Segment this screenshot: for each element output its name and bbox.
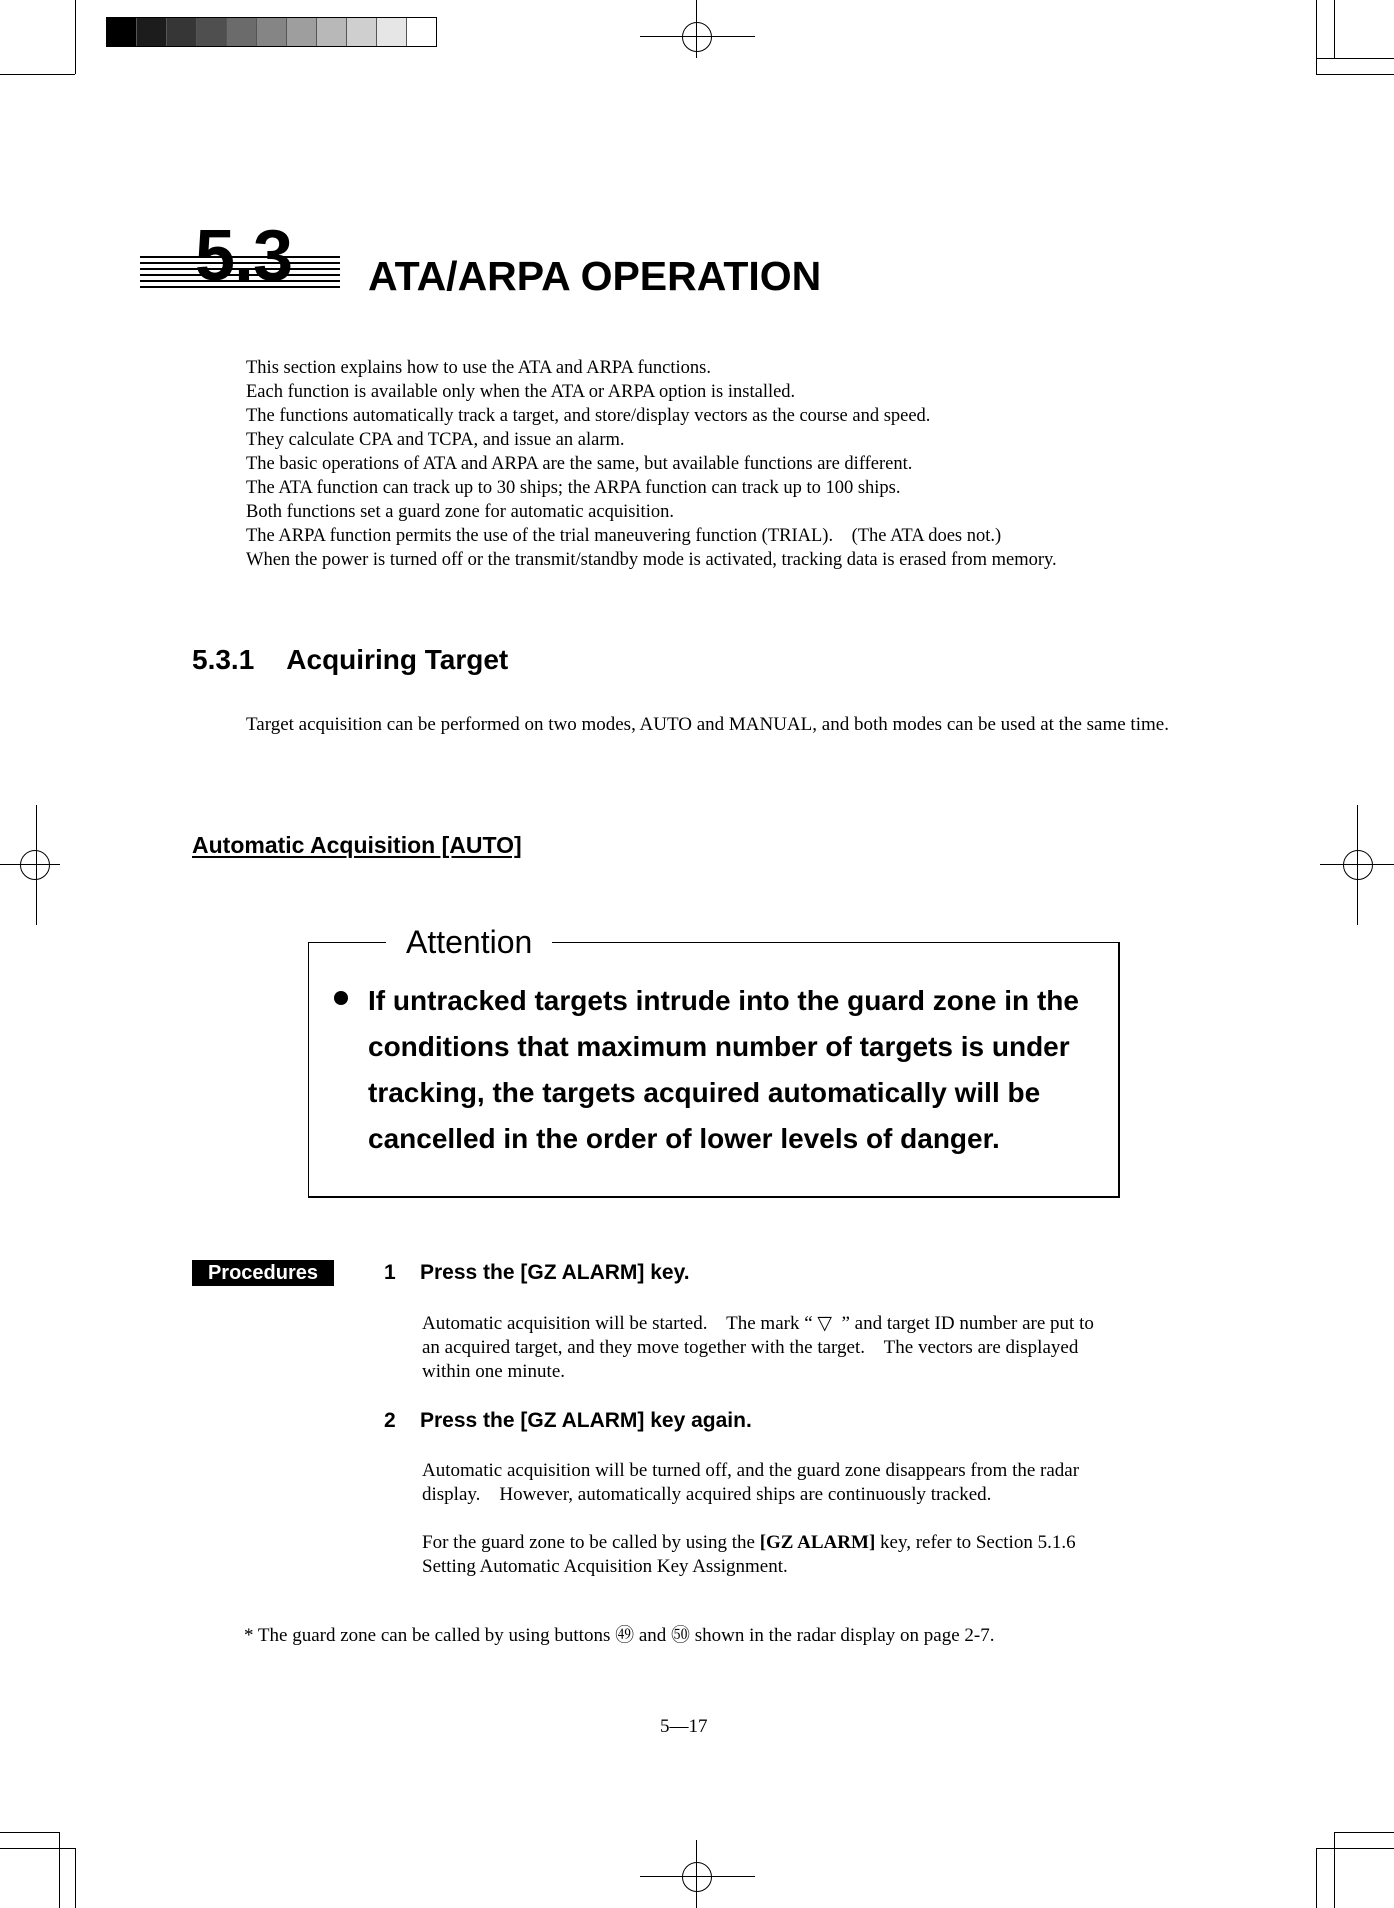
note-text: key, refer to Section 5.1.6 <box>875 1532 1076 1553</box>
intro-line: The functions automatically track a target, and store/display vectors as the course and speed. <box>246 406 931 426</box>
intro-line: The ATA function can track up to 30 ships; the ARPA function can track up to 100 ships. <box>246 478 901 498</box>
step-2-heading <box>384 1408 752 1434</box>
intro-line: When the power is turned off or the transmit/standby mode is activated, tracking data is erased from memory. <box>246 550 1057 570</box>
step-2-line: display. However, automatically acquired ships are continuously tracked. <box>422 1484 992 1505</box>
subsection-heading <box>192 644 508 676</box>
grayscale-swatch <box>407 18 436 46</box>
step-title: Press the [GZ ALARM] key again. <box>420 1409 752 1432</box>
note-text: For the guard zone to be called by using the <box>422 1532 760 1553</box>
grayscale-swatch <box>137 18 167 46</box>
page-number: 5—17 <box>660 1716 708 1737</box>
intro-line: They calculate CPA and TCPA, and issue an alarm. <box>246 430 625 450</box>
grayscale-swatch <box>197 18 227 46</box>
intro-line: This section explains how to use the ATA and ARPA functions. <box>246 358 711 378</box>
step-2-note-line: Setting Automatic Acquisition Key Assignment. <box>422 1556 788 1577</box>
note-key: [GZ ALARM] <box>759 1532 876 1553</box>
procedures-badge: Procedures <box>192 1260 334 1286</box>
section-number-block <box>140 216 340 300</box>
grayscale-swatch <box>347 18 377 46</box>
intro-line: The ARPA function permits the use of the trial maneuvering function (TRIAL). (The ATA does not.) <box>246 526 1002 546</box>
step-1-line: an acquired target, and they move together with the target. The vectors are displayed <box>422 1337 1079 1358</box>
attention-text: If untracked targets intrude into the guard zone in the conditions that maximum number of targets is under tracking, the targets acquired automatically will be cancelled in the order of lower levels of danger. <box>368 985 1079 1154</box>
step-1-line: within one minute. <box>422 1361 566 1382</box>
grayscale-swatch <box>227 18 257 46</box>
step-1-heading <box>384 1260 690 1286</box>
auto-acquisition-heading: Automatic Acquisition [AUTO] <box>192 832 522 858</box>
grayscale-swatch <box>287 18 317 46</box>
grayscale-swatch <box>107 18 137 46</box>
step-number: 2 <box>384 1409 396 1432</box>
bullet-icon <box>334 991 348 1005</box>
subsection-title: Acquiring Target <box>286 644 509 675</box>
grayscale-swatch <box>377 18 407 46</box>
grayscale-swatch <box>317 18 347 46</box>
subsection-paragraph: Target acquisition can be performed on two modes, AUTO and MANUAL, and both modes can be used at the same time. <box>246 714 1169 735</box>
section-number: 5.3 <box>195 216 293 296</box>
intro-text <box>246 356 1057 572</box>
subsection-number: 5.3.1 <box>192 644 255 675</box>
step-title: Press the [GZ ALARM] key. <box>420 1261 690 1284</box>
intro-line: Each function is available only when the ATA or ARPA option is installed. <box>246 382 796 402</box>
step-2-line: Automatic acquisition will be turned off, and the guard zone disappears from the radar <box>422 1460 1080 1481</box>
step-2-note <box>422 1531 1076 1555</box>
grayscale-swatch <box>167 18 197 46</box>
grayscale-swatch <box>257 18 287 46</box>
section-title: ATA/ARPA OPERATION <box>368 253 822 299</box>
attention-title: Attention <box>386 920 552 964</box>
step-1-line: Automatic acquisition will be started. The mark “ ▽ ” and target ID number are put to <box>422 1313 1094 1334</box>
footnote: * The guard zone can be called by using buttons ㊾ and ㊿ shown in the radar display on page 2-7. <box>244 1625 995 1646</box>
intro-line: The basic operations of ATA and ARPA are the same, but available functions are different. <box>246 454 913 474</box>
intro-line: Both functions set a guard zone for automatic acquisition. <box>246 502 674 522</box>
step-number: 1 <box>384 1261 396 1284</box>
grayscale-strip <box>106 17 437 47</box>
